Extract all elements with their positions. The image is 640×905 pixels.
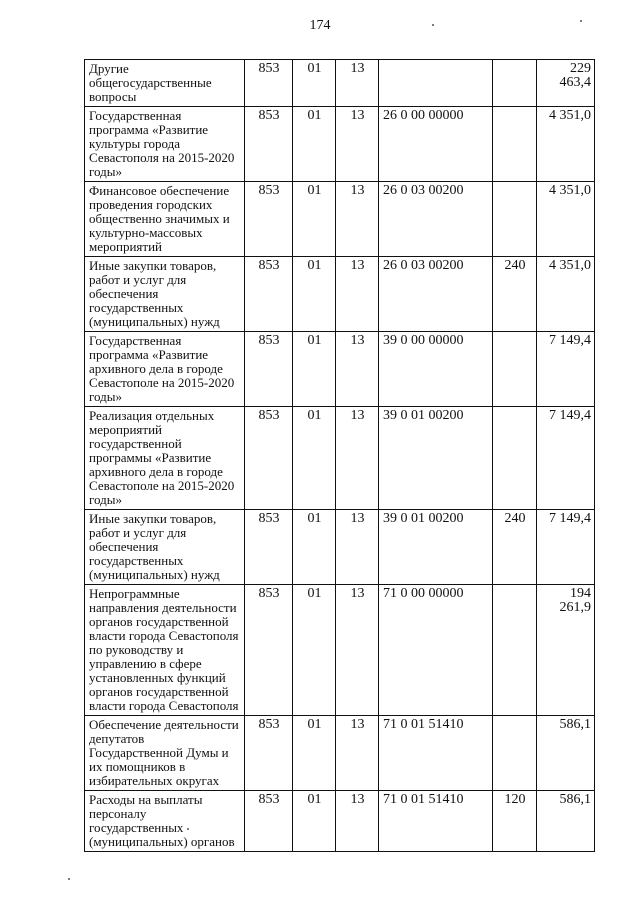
cell-vr: 240 (493, 510, 537, 585)
cell-csr: 71 0 01 51410 (379, 791, 493, 852)
cell-csr: 39 0 01 00200 (379, 510, 493, 585)
cell-ved: 853 (245, 332, 293, 407)
scan-speck (187, 828, 189, 830)
cell-vr (493, 332, 537, 407)
cell-name: Расходы на выплаты персоналу государственных (муниципальных) органов (85, 791, 245, 852)
cell-rz: 01 (293, 585, 336, 716)
cell-sum: 586,1 (537, 791, 595, 852)
cell-sum: 586,1 (537, 716, 595, 791)
cell-pr: 13 (336, 791, 379, 852)
table-row (85, 716, 595, 791)
cell-csr: 26 0 00 00000 (379, 107, 493, 182)
cell-ved: 853 (245, 510, 293, 585)
budget-table (84, 59, 595, 852)
cell-ved: 853 (245, 791, 293, 852)
cell-rz: 01 (293, 510, 336, 585)
cell-name: Финансовое обеспечение проведения городских общественно значимых и культурно-массовых мероприятий (85, 182, 245, 257)
table-row (85, 791, 595, 852)
cell-vr: 240 (493, 257, 537, 332)
cell-pr: 13 (336, 257, 379, 332)
cell-pr: 13 (336, 182, 379, 257)
cell-name: Непрограммные направления деятельности органов государственной власти города Севастополя по руководству и управлению в сфере установленных функций органов государственной власти города Севастополя (85, 585, 245, 716)
scan-speck (68, 878, 70, 880)
cell-csr: 71 0 00 00000 (379, 585, 493, 716)
cell-name: Обеспечение деятельности депутатов Государственной Думы и их помощников в избирательных округах (85, 716, 245, 791)
cell-csr: 71 0 01 51410 (379, 716, 493, 791)
table-row (85, 182, 595, 257)
table-row (85, 510, 595, 585)
cell-ved: 853 (245, 257, 293, 332)
cell-sum: 7 149,4 (537, 510, 595, 585)
cell-name: Реализация отдельных мероприятий государственной программы «Развитие архивного дела в городе Севастополе на 2015-2020 годы» (85, 407, 245, 510)
cell-pr: 13 (336, 510, 379, 585)
cell-vr: 120 (493, 791, 537, 852)
cell-name: Иные закупки товаров, работ и услуг для обеспечения государственных (муниципальных) нужд (85, 510, 245, 585)
cell-pr: 13 (336, 716, 379, 791)
cell-rz: 01 (293, 107, 336, 182)
cell-vr (493, 60, 537, 107)
cell-csr (379, 60, 493, 107)
cell-csr: 39 0 01 00200 (379, 407, 493, 510)
cell-rz: 01 (293, 332, 336, 407)
cell-sum: 4 351,0 (537, 257, 595, 332)
cell-sum: 4 351,0 (537, 182, 595, 257)
cell-name: Другие общегосударственные вопросы (85, 60, 245, 107)
scan-speck (432, 24, 434, 26)
table-row (85, 407, 595, 510)
cell-ved: 853 (245, 182, 293, 257)
cell-ved: 853 (245, 716, 293, 791)
cell-pr: 13 (336, 407, 379, 510)
cell-rz: 01 (293, 182, 336, 257)
cell-csr: 26 0 03 00200 (379, 257, 493, 332)
cell-pr: 13 (336, 585, 379, 716)
cell-rz: 01 (293, 60, 336, 107)
cell-sum: 4 351,0 (537, 107, 595, 182)
scan-speck (580, 20, 582, 22)
cell-pr: 13 (336, 332, 379, 407)
cell-sum: 229 463,4 (537, 60, 595, 107)
cell-pr: 13 (336, 107, 379, 182)
table-row (85, 107, 595, 182)
cell-vr (493, 107, 537, 182)
cell-vr (493, 182, 537, 257)
cell-name: Государственная программа «Развитие культуры города Севастополя на 2015-2020 годы» (85, 107, 245, 182)
cell-ved: 853 (245, 407, 293, 510)
cell-name: Иные закупки товаров, работ и услуг для обеспечения государственных (муниципальных) нужд (85, 257, 245, 332)
cell-sum: 7 149,4 (537, 332, 595, 407)
cell-rz: 01 (293, 716, 336, 791)
cell-sum: 194 261,9 (537, 585, 595, 716)
cell-name: Государственная программа «Развитие архивного дела в городе Севастополе на 2015-2020 годы» (85, 332, 245, 407)
cell-pr: 13 (336, 60, 379, 107)
table-row (85, 257, 595, 332)
cell-ved: 853 (245, 107, 293, 182)
cell-csr: 26 0 03 00200 (379, 182, 493, 257)
page-number: 174 (309, 18, 331, 33)
cell-vr (493, 407, 537, 510)
cell-ved: 853 (245, 585, 293, 716)
cell-rz: 01 (293, 407, 336, 510)
cell-rz: 01 (293, 257, 336, 332)
cell-ved: 853 (245, 60, 293, 107)
cell-csr: 39 0 00 00000 (379, 332, 493, 407)
table-row (85, 332, 595, 407)
budget-table-body (85, 60, 595, 852)
cell-vr (493, 585, 537, 716)
cell-rz: 01 (293, 791, 336, 852)
table-row (85, 585, 595, 716)
cell-vr (493, 716, 537, 791)
table-row (85, 60, 595, 107)
cell-sum: 7 149,4 (537, 407, 595, 510)
